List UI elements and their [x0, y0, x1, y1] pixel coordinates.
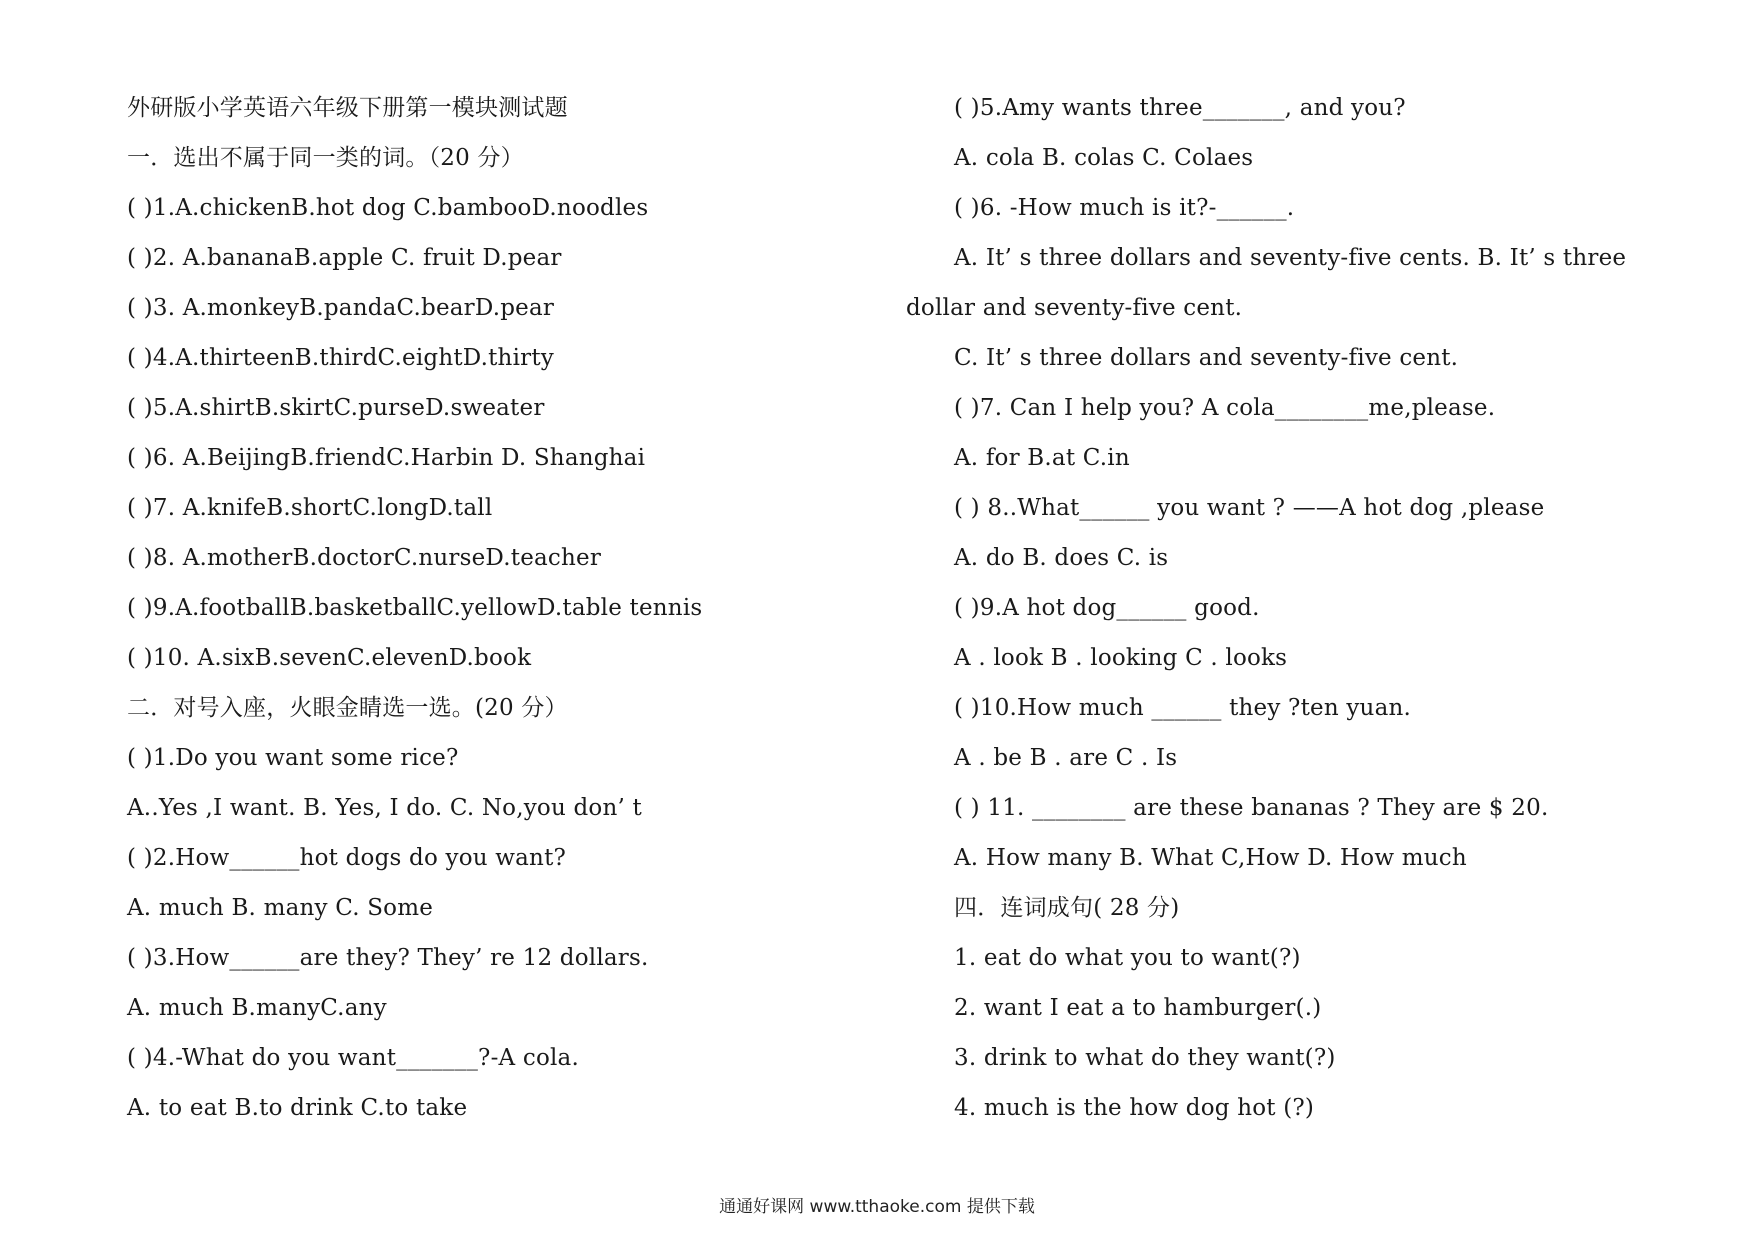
- section1-question: ( )10. A.sixB.sevenC.elevenD.book: [127, 645, 532, 671]
- section4-item: 4. much is the how dog hot (?): [954, 1095, 1315, 1121]
- section2-question: ( ) 8..What______ you want ? ——A hot dog ,please: [954, 495, 1545, 521]
- section2-options: A . be B . are C . Is: [954, 745, 1178, 771]
- section2-question: ( )9.A hot dog______ good.: [954, 595, 1260, 621]
- section2-options: A . look B . looking C . looks: [954, 645, 1288, 671]
- footer-source-text: 通通好课网 www.tthaoke.com 提供下载: [719, 1197, 1035, 1217]
- section2-question: ( )2.How______hot dogs do you want?: [127, 845, 567, 871]
- section2-question: ( )5.Amy wants three_______, and you?: [954, 95, 1406, 121]
- section1-question: ( )1.A.chickenB.hot dog C.bambooD.noodles: [127, 195, 649, 221]
- section2-question: ( )10.How much ______ they ?ten yuan.: [954, 695, 1412, 721]
- section2-options: A. much B. many C. Some: [127, 895, 434, 921]
- section4-item: 3. drink to what do they want(?): [954, 1045, 1336, 1071]
- section2-question: ( )6. -How much is it?-______.: [954, 195, 1295, 221]
- section1-heading: 一．选出不属于同一类的词。（20 分）: [127, 145, 524, 171]
- section1-question: ( )3. A.monkeyB.pandaC.bearD.pear: [127, 295, 555, 321]
- section2-options: C. It’ s three dollars and seventy-five cent.: [954, 345, 1459, 371]
- section2-options: A. How many B. What C,How D. How much: [954, 845, 1467, 871]
- section2-options: A. It’ s three dollars and seventy-five cents. B. It’ s three: [954, 245, 1627, 271]
- section2-question: ( )7. Can I help you? A cola________me,please.: [954, 395, 1496, 421]
- section1-question: ( )6. A.BeijingB.friendC.Harbin D. Shanghai: [127, 445, 646, 471]
- section2-question: ( )1.Do you want some rice?: [127, 745, 459, 771]
- section2-question: ( ) 11. ________ are these bananas ? They are $ 20.: [954, 795, 1549, 821]
- section1-question: ( )2. A.bananaB.apple C. fruit D.pear: [127, 245, 562, 271]
- section2-options-continued: dollar and seventy-five cent.: [906, 295, 1243, 321]
- section1-question: ( )7. A.knifeB.shortC.longD.tall: [127, 495, 493, 521]
- section1-question: ( )8. A.motherB.doctorC.nurseD.teacher: [127, 545, 602, 571]
- page-title: 外研版小学英语六年级下册第一模块测试题: [127, 95, 568, 121]
- section2-options: A. for B.at C.in: [954, 445, 1130, 471]
- section2-question: ( )3.How______are they? They’ re 12 dollars.: [127, 945, 649, 971]
- section2-question: ( )4.-What do you want_______?-A cola.: [127, 1045, 579, 1071]
- section4-item: 1. eat do what you to want(?): [954, 945, 1301, 971]
- section4-item: 2. want I eat a to hamburger(.): [954, 995, 1322, 1021]
- section2-options: A. much B.manyC.any: [127, 995, 387, 1021]
- section1-question: ( )4.A.thirteenB.thirdC.eightD.thirty: [127, 345, 554, 371]
- section4-heading: 四．连词成句( 28 分): [954, 895, 1180, 921]
- section2-options: A..Yes ,I want. B. Yes, I do. C. No,you don’ t: [127, 795, 642, 821]
- section2-options: A. to eat B.to drink C.to take: [127, 1095, 468, 1121]
- section1-question: ( )5.A.shirtB.skirtC.purseD.sweater: [127, 395, 545, 421]
- section2-options: A. cola B. colas C. Colaes: [954, 145, 1254, 171]
- section1-question: ( )9.A.footballB.basketballC.yellowD.table tennis: [127, 595, 703, 621]
- section2-options: A. do B. does C. is: [954, 545, 1169, 571]
- section2-heading: 二．对号入座，火眼金睛选一选。(20 分）: [127, 695, 568, 721]
